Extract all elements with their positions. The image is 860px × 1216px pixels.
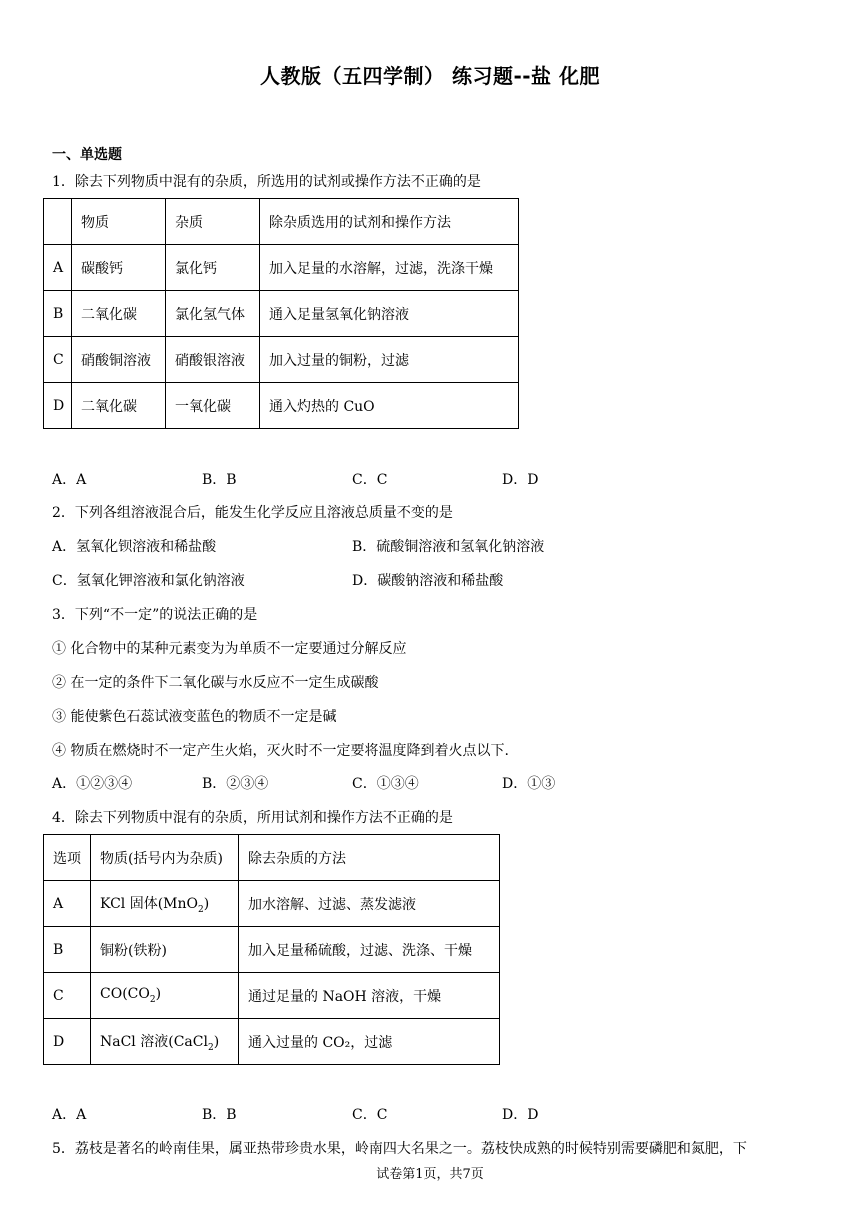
question-4-stem: 4．除去下列物质中混有的杂质，所用试剂和操作方法不正确的是 xyxy=(52,810,453,826)
table-cell: 硝酸银溶液 xyxy=(166,337,260,383)
table-cell: 通入过量的 CO₂，过滤 xyxy=(239,1019,500,1065)
table-cell: 加入足量稀硫酸，过滤、洗涤、干燥 xyxy=(239,927,500,973)
table-header-row xyxy=(44,835,500,881)
table-cell: 杂质 xyxy=(166,199,260,245)
question-4-option-c: C．C xyxy=(352,1107,388,1123)
table-row xyxy=(44,383,519,429)
question-2-stem: 2．下列各组溶液混合后，能发生化学反应且溶液总质量不变的是 xyxy=(52,505,453,521)
table-cell: 硝酸铜溶液 xyxy=(72,337,166,383)
question-3-option-b: B．②③④ xyxy=(202,776,269,792)
question-4-table xyxy=(43,834,500,1065)
table-cell: 除杂质选用的试剂和操作方法 xyxy=(260,199,519,245)
question-1-option-d: D．D xyxy=(502,472,539,488)
table-cell: NaCl 溶液(CaCl$_2$) xyxy=(91,1019,239,1065)
question-1-option-c: C．C xyxy=(352,472,388,488)
table-row xyxy=(44,291,519,337)
section-heading: 一、单选题 xyxy=(52,147,122,163)
table-row xyxy=(44,927,500,973)
question-3-option-d: D．①③ xyxy=(502,776,556,792)
question-1-option-a: A．A xyxy=(52,472,87,488)
table-cell: 除去杂质的方法 xyxy=(239,835,500,881)
table-cell: 碳酸钙 xyxy=(72,245,166,291)
table-cell: 二氧化碳 xyxy=(72,383,166,429)
table-cell: C xyxy=(44,337,72,383)
page-title: 人教版（五四学制） 练习题--盐 化肥 xyxy=(259,64,601,88)
table-cell: 加水溶解、过滤、蒸发滤液 xyxy=(239,881,500,927)
question-4-option-a: A．A xyxy=(52,1107,87,1123)
table-header-row xyxy=(44,199,519,245)
question-1-table xyxy=(43,198,519,429)
table-row xyxy=(44,1019,500,1065)
question-4-option-d: D．D xyxy=(502,1107,539,1123)
table-cell: 物质 xyxy=(72,199,166,245)
question-2-option-d: D．碳酸钠溶液和稀盐酸 xyxy=(352,573,504,589)
question-3-stem: 3．下列“不一定”的说法正确的是 xyxy=(52,607,258,623)
table-cell: A xyxy=(44,245,72,291)
table-cell: KCl 固体(MnO$_2$) xyxy=(91,881,239,927)
question-2-option-c: C．氢氧化钾溶液和氯化钠溶液 xyxy=(52,573,245,589)
table-cell: 加入足量的水溶解，过滤，洗涤干燥 xyxy=(260,245,519,291)
table-cell: D xyxy=(44,1019,91,1065)
question-3-statement-1: ① 化合物中的某种元素变为为单质不一定要通过分解反应 xyxy=(52,641,407,657)
table-cell: 二氧化碳 xyxy=(72,291,166,337)
table-cell: 物质(括号内为杂质) xyxy=(91,835,239,881)
table-cell xyxy=(44,199,72,245)
table-row xyxy=(44,245,519,291)
question-2-option-a: A．氢氧化钡溶液和稀盐酸 xyxy=(52,539,217,555)
table-cell: 通过足量的 NaOH 溶液，干燥 xyxy=(239,973,500,1019)
table-cell: 铜粉(铁粉) xyxy=(91,927,239,973)
table-row xyxy=(44,337,519,383)
table-cell: B xyxy=(44,927,91,973)
table-cell: A xyxy=(44,881,91,927)
question-3-statement-4: ④ 物质在燃烧时不一定产生火焰，灭火时不一定要将温度降到着火点以下. xyxy=(52,743,509,759)
table-row xyxy=(44,881,500,927)
table-cell: D xyxy=(44,383,72,429)
table-cell: C xyxy=(44,973,91,1019)
table-cell: 通入足量氢氧化钠溶液 xyxy=(260,291,519,337)
table-cell: B xyxy=(44,291,72,337)
question-1-option-b: B．B xyxy=(202,472,237,488)
table-cell: 氯化钙 xyxy=(166,245,260,291)
table-row xyxy=(44,973,500,1019)
table-cell: 通入灼热的 CuO xyxy=(260,383,519,429)
question-5-stem: 5．荔枝是著名的岭南佳果，属亚热带珍贵水果，岭南四大名果之一。荔枝快成熟的时候特别需要磷肥和氮肥，下 xyxy=(52,1141,747,1157)
page-footer: 试卷第1页，共7页 xyxy=(376,1167,484,1182)
table-cell: $CO(CO_2)$ xyxy=(91,973,239,1019)
question-3-statement-3: ③ 能使紫色石蕊试液变蓝色的物质不一定是碱 xyxy=(52,709,337,725)
question-2-option-b: B．硫酸铜溶液和氢氧化钠溶液 xyxy=(352,539,545,555)
question-1-stem: 1．除去下列物质中混有的杂质，所选用的试剂或操作方法不正确的是 xyxy=(52,174,481,190)
question-3-statement-2: ② 在一定的条件下二氧化碳与水反应不一定生成碳酸 xyxy=(52,675,379,691)
table-cell: 选项 xyxy=(44,835,91,881)
question-3-option-c: C．①③④ xyxy=(352,776,419,792)
table-cell: 加入过量的铜粉，过滤 xyxy=(260,337,519,383)
question-3-option-a: A．①②③④ xyxy=(52,776,133,792)
question-4-option-b: B．B xyxy=(202,1107,237,1123)
table-cell: 氯化氢气体 xyxy=(166,291,260,337)
table-cell: 一氧化碳 xyxy=(166,383,260,429)
